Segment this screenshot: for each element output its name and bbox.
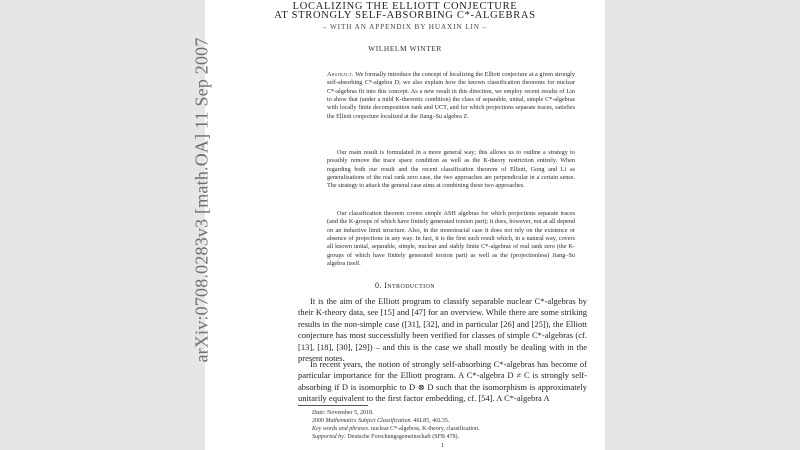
abstract-text-1: We formally introduce the concept of localizing the Elliott conjecture at a given strongly self-absorbing C*-algebra D; we also explain how the known classification theorems for nuclear C*-algebras fit into this concept. As a new result in this direction, we employ recent results of Lin to show that (under a mild K-theoretic condition) the class of separable, unital, simple C*-algebras with locally finite decomposition rank and UCT, and for which projections separate traces, satisfies the Elliott conjecture localized at the Jiang–Su algebra Z.	[327, 71, 575, 120]
abstract-label: Abstract.	[327, 71, 354, 78]
page-number: 1	[440, 442, 445, 449]
body-paragraph-2: In recent years, the notion of strongly self-absorbing C*-algebras has become of particular importance for the Elliott program. A C*-algebra D ≠ C is strongly self-absorbing if D is isomorphic to D ⊗ D such that the isomorphism is approximately unitarily equivalent to the first factor embedding, cf. [54]. A C*-algebra A	[298, 359, 587, 404]
appendix-note: – WITH AN APPENDIX BY HUAXIN LIN –	[322, 23, 488, 31]
footnote-rule	[298, 405, 368, 406]
footnote-keywords	[312, 425, 592, 433]
body-paragraph-1: It is the aim of the Elliott program to classify separable nuclear C*-algebras by their K-theory data, see [15] and [47] for an overview. While there are some striking results in the non-simple case ([31], [32], and in particular [26] and [25]), the Elliott conjecture has most successfully been verified for classes of simple C*-algebras (cf. [13], [18], [30], [29]) – and this is the case we shall mostly be dealing with in the present notes.	[298, 296, 587, 364]
footnote-support-value: Deutsche Forschungsgemeinschaft (SFB 478).	[347, 434, 459, 440]
arxiv-id: arXiv:0708.0283v3 [math.OA] 11 Sep 2007	[191, 37, 212, 363]
abstract-paragraph-2: Our main result is formulated in a more general way; this allows us to outline a strategy to possibly remove the trace space condition as well as the K-theory restriction entirely. When regarding both our result and the recent classification theorem of Elliott, Gong and Li as generalizations of the real rank zero case, the two approaches are perpendicular in a certain sense. The strategy to attack the general case aims at combining these two approaches.	[327, 149, 575, 190]
footnote-keywords-label: Key words and phrases.	[312, 426, 370, 432]
footnote-support-label: Supported by:	[312, 434, 346, 440]
footnote-date-value: November 5, 2018.	[327, 410, 374, 416]
paper-title-line-2: AT STRONGLY SELF-ABSORBING C*-ALGEBRAS	[274, 10, 536, 21]
abstract-paragraph-3: Our classification theorem covers simple ASH algebras for which projections separate traces (and the K-groups of which have finitely generated torsion part); it does, however, not at all depend on an inductive limit structure. Also, in the monotracial case it does not rely on the existence or absence of projections in any way. In fact, it is the first such result which, in a natural way, covers all known unital, separable, simple, nuclear and stably finite C*-algebras of real rank zero (the K-groups of which have finitely generated torsion part) as well as the (projectionless) Jiang–Su algebra itself.	[327, 210, 575, 268]
footnote-msc-year: 2000	[312, 418, 324, 424]
footnote-msc	[312, 417, 592, 425]
footnote-keywords-value: nuclear C*-algebras, K-theory, classification.	[370, 426, 480, 432]
footnote-date	[312, 409, 592, 417]
paper-title-line-1: LOCALIZING THE ELLIOTT CONJECTURE	[292, 1, 518, 12]
footnote-msc-value: 46L85, 46L35.	[413, 418, 450, 424]
footnote-date-label: Date:	[312, 410, 326, 416]
abstract-paragraph-1	[327, 71, 575, 149]
footnote-msc-label: Mathematics Subject Classification.	[325, 418, 412, 424]
section-heading: 0. Introduction	[375, 281, 435, 290]
footnote-support	[312, 433, 592, 441]
author-name: WILHELM WINTER	[368, 44, 442, 53]
